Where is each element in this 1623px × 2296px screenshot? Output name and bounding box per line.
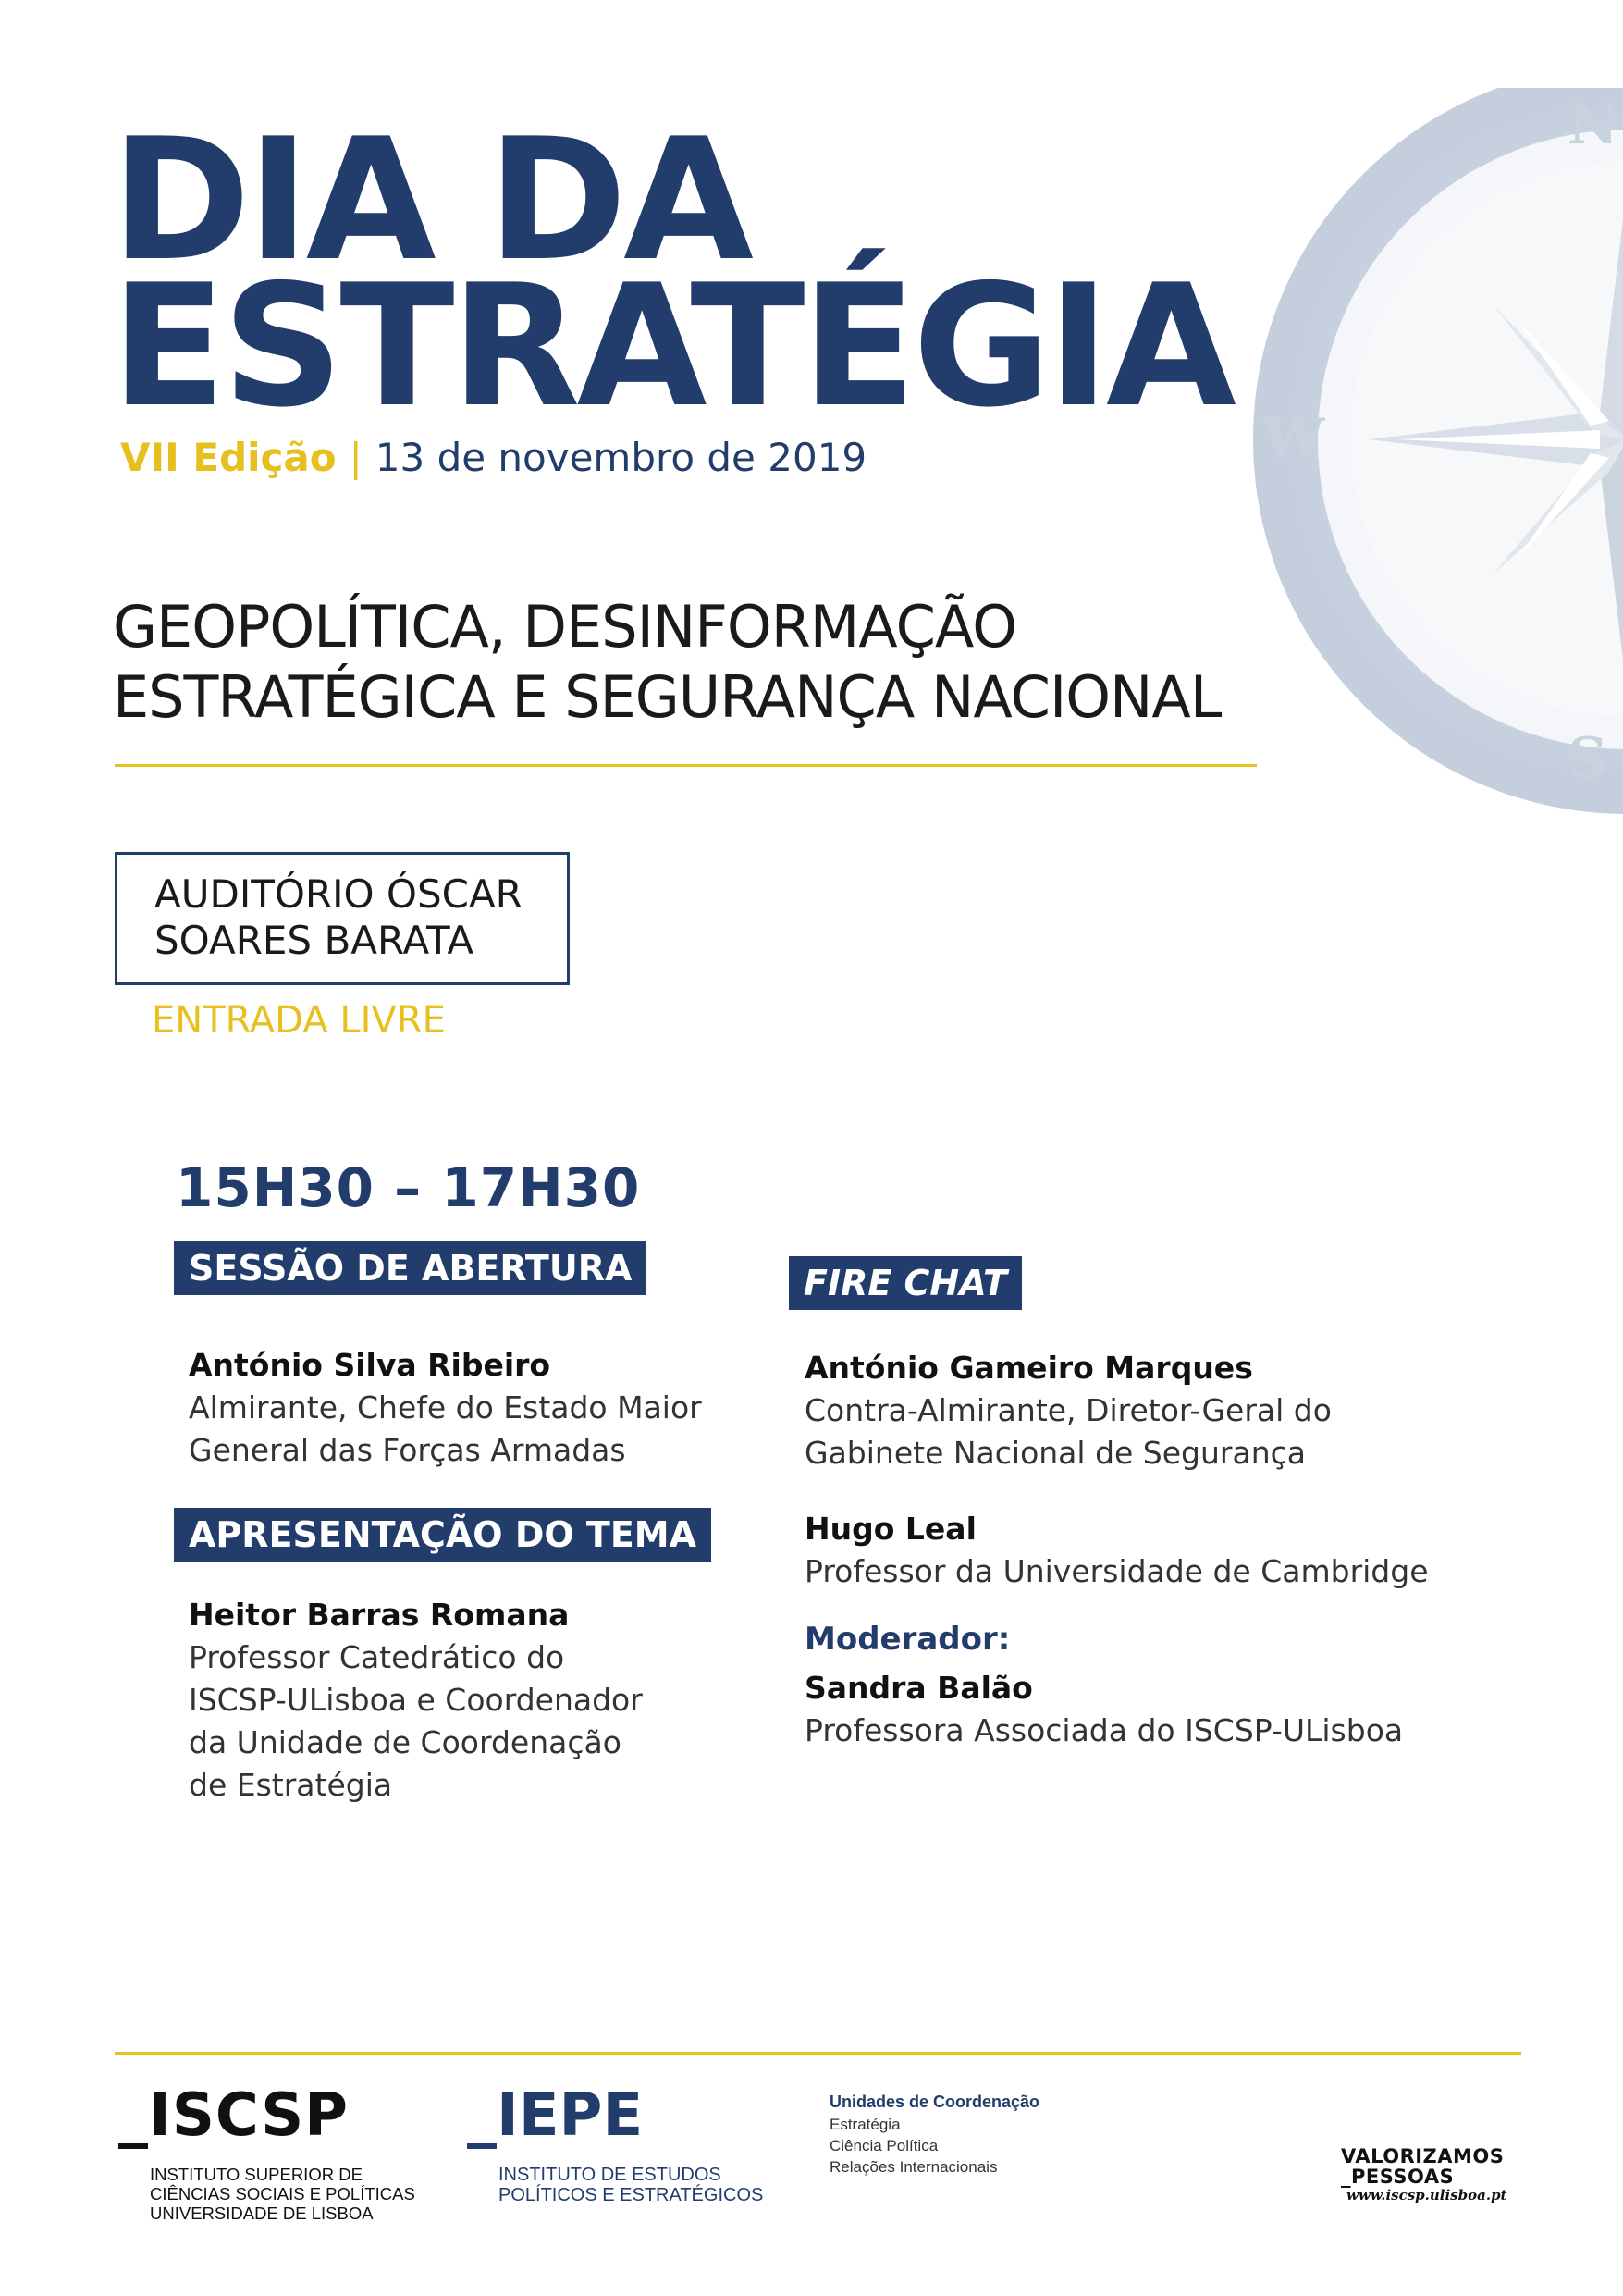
unit-item: Relações Internacionais — [830, 2158, 998, 2176]
chat-speaker-1 — [805, 1347, 1332, 1475]
footer-divider — [115, 2052, 1521, 2055]
coordination-units — [830, 2092, 1039, 2178]
iscsp-logo: _ISCSP INSTITUTO SUPERIOR DE CIÊNCIAS SOCIAIS E POLÍTICAS UNIVERSIDADE DE LISBOA — [118, 2081, 349, 2150]
opening-speaker — [189, 1344, 702, 1472]
compass-rose-decoration — [1239, 88, 1623, 819]
venue-line2: SOARES BARATA — [154, 918, 474, 963]
edition-separator: | — [349, 435, 363, 480]
theme-line1: GEOPOLÍTICA, DESINFORMAÇÃO — [113, 593, 1017, 660]
moderator — [805, 1667, 1403, 1752]
iscsp-logo-mark: ISCSP — [149, 2081, 350, 2150]
fire-chat-tag: FIRE CHAT — [789, 1256, 1022, 1310]
iepe-logo: _IEPE INSTITUTO DE ESTUDOS POLÍTICOS E ESTRATÉGICOS — [467, 2081, 643, 2150]
unit-item: Estratégia — [830, 2116, 901, 2133]
opening-session-tag: SESSÃO DE ABERTURA — [174, 1241, 646, 1295]
session-time: 15H30 – 17H30 — [176, 1156, 641, 1219]
edition-label: VII Edição — [120, 435, 337, 480]
event-title-line1: DIA DA — [111, 102, 750, 298]
venue-box — [115, 852, 570, 985]
theme-divider — [115, 764, 1257, 767]
unit-item: Ciência Política — [830, 2137, 939, 2154]
iscsp-logo-subtitle: INSTITUTO SUPERIOR DE CIÊNCIAS SOCIAIS E POLÍTICAS UNIVERSIDADE DE LISBOA — [150, 2165, 415, 2223]
moderator-label: Moderador: — [805, 1621, 1011, 1658]
free-entry-label: ENTRADA LIVRE — [152, 999, 446, 1042]
compass-letter-w: W — [1262, 407, 1325, 472]
theme-speaker — [189, 1594, 643, 1807]
speaker-role: Professora Associada do ISCSP-ULisboa — [805, 1712, 1404, 1748]
speaker-role: Professor Catedrático do ISCSP-ULisboa e Coordenador da Unidade de Coordenação de Estratégia — [189, 1639, 643, 1803]
compass-letter-s: S — [1568, 726, 1608, 791]
speaker-name: Hugo Leal — [805, 1511, 977, 1547]
theme-presentation-tag: APRESENTAÇÃO DO TEMA — [174, 1508, 711, 1562]
venue-line1: AUDITÓRIO ÓSCAR — [154, 871, 523, 917]
iepe-logo-subtitle: INSTITUTO DE ESTUDOS POLÍTICOS E ESTRATÉGICOS — [498, 2165, 764, 2205]
iepe-logo-mark: IEPE — [497, 2081, 644, 2150]
units-heading: Unidades de Coordenação — [830, 2092, 1040, 2111]
event-date: 13 de novembro de 2019 — [375, 435, 867, 480]
speaker-role: Professor da Universidade de Cambridge — [805, 1553, 1429, 1589]
theme-line2: ESTRATÉGICA E SEGURANÇA NACIONAL — [113, 663, 1222, 731]
speaker-name: Sandra Balão — [805, 1670, 1033, 1706]
edition-line — [120, 435, 867, 480]
compass-letter-n: N — [1568, 93, 1618, 157]
event-title-line2: ESTRATÉGIA — [111, 248, 1233, 444]
slogan-line2: PESSOAS — [1351, 2166, 1455, 2188]
speaker-name: António Silva Ribeiro — [189, 1347, 551, 1383]
website-url[interactable]: www.iscsp.ulisboa.pt — [1346, 2187, 1507, 2203]
speaker-role: Contra-Almirante, Diretor-Geral do Gabinete Nacional de Segurança — [805, 1392, 1332, 1471]
slogan-logo: VALORIZAMOS _PESSOAS www.iscsp.ulisboa.pt — [1341, 2145, 1507, 2203]
speaker-role: Almirante, Chefe do Estado Maior General das Forças Armadas — [189, 1389, 702, 1468]
slogan-line1: VALORIZAMOS — [1341, 2145, 1505, 2167]
chat-speaker-2 — [805, 1508, 1429, 1593]
event-theme — [113, 592, 1221, 733]
speaker-name: Heitor Barras Romana — [189, 1597, 570, 1633]
speaker-name: António Gameiro Marques — [805, 1350, 1253, 1386]
